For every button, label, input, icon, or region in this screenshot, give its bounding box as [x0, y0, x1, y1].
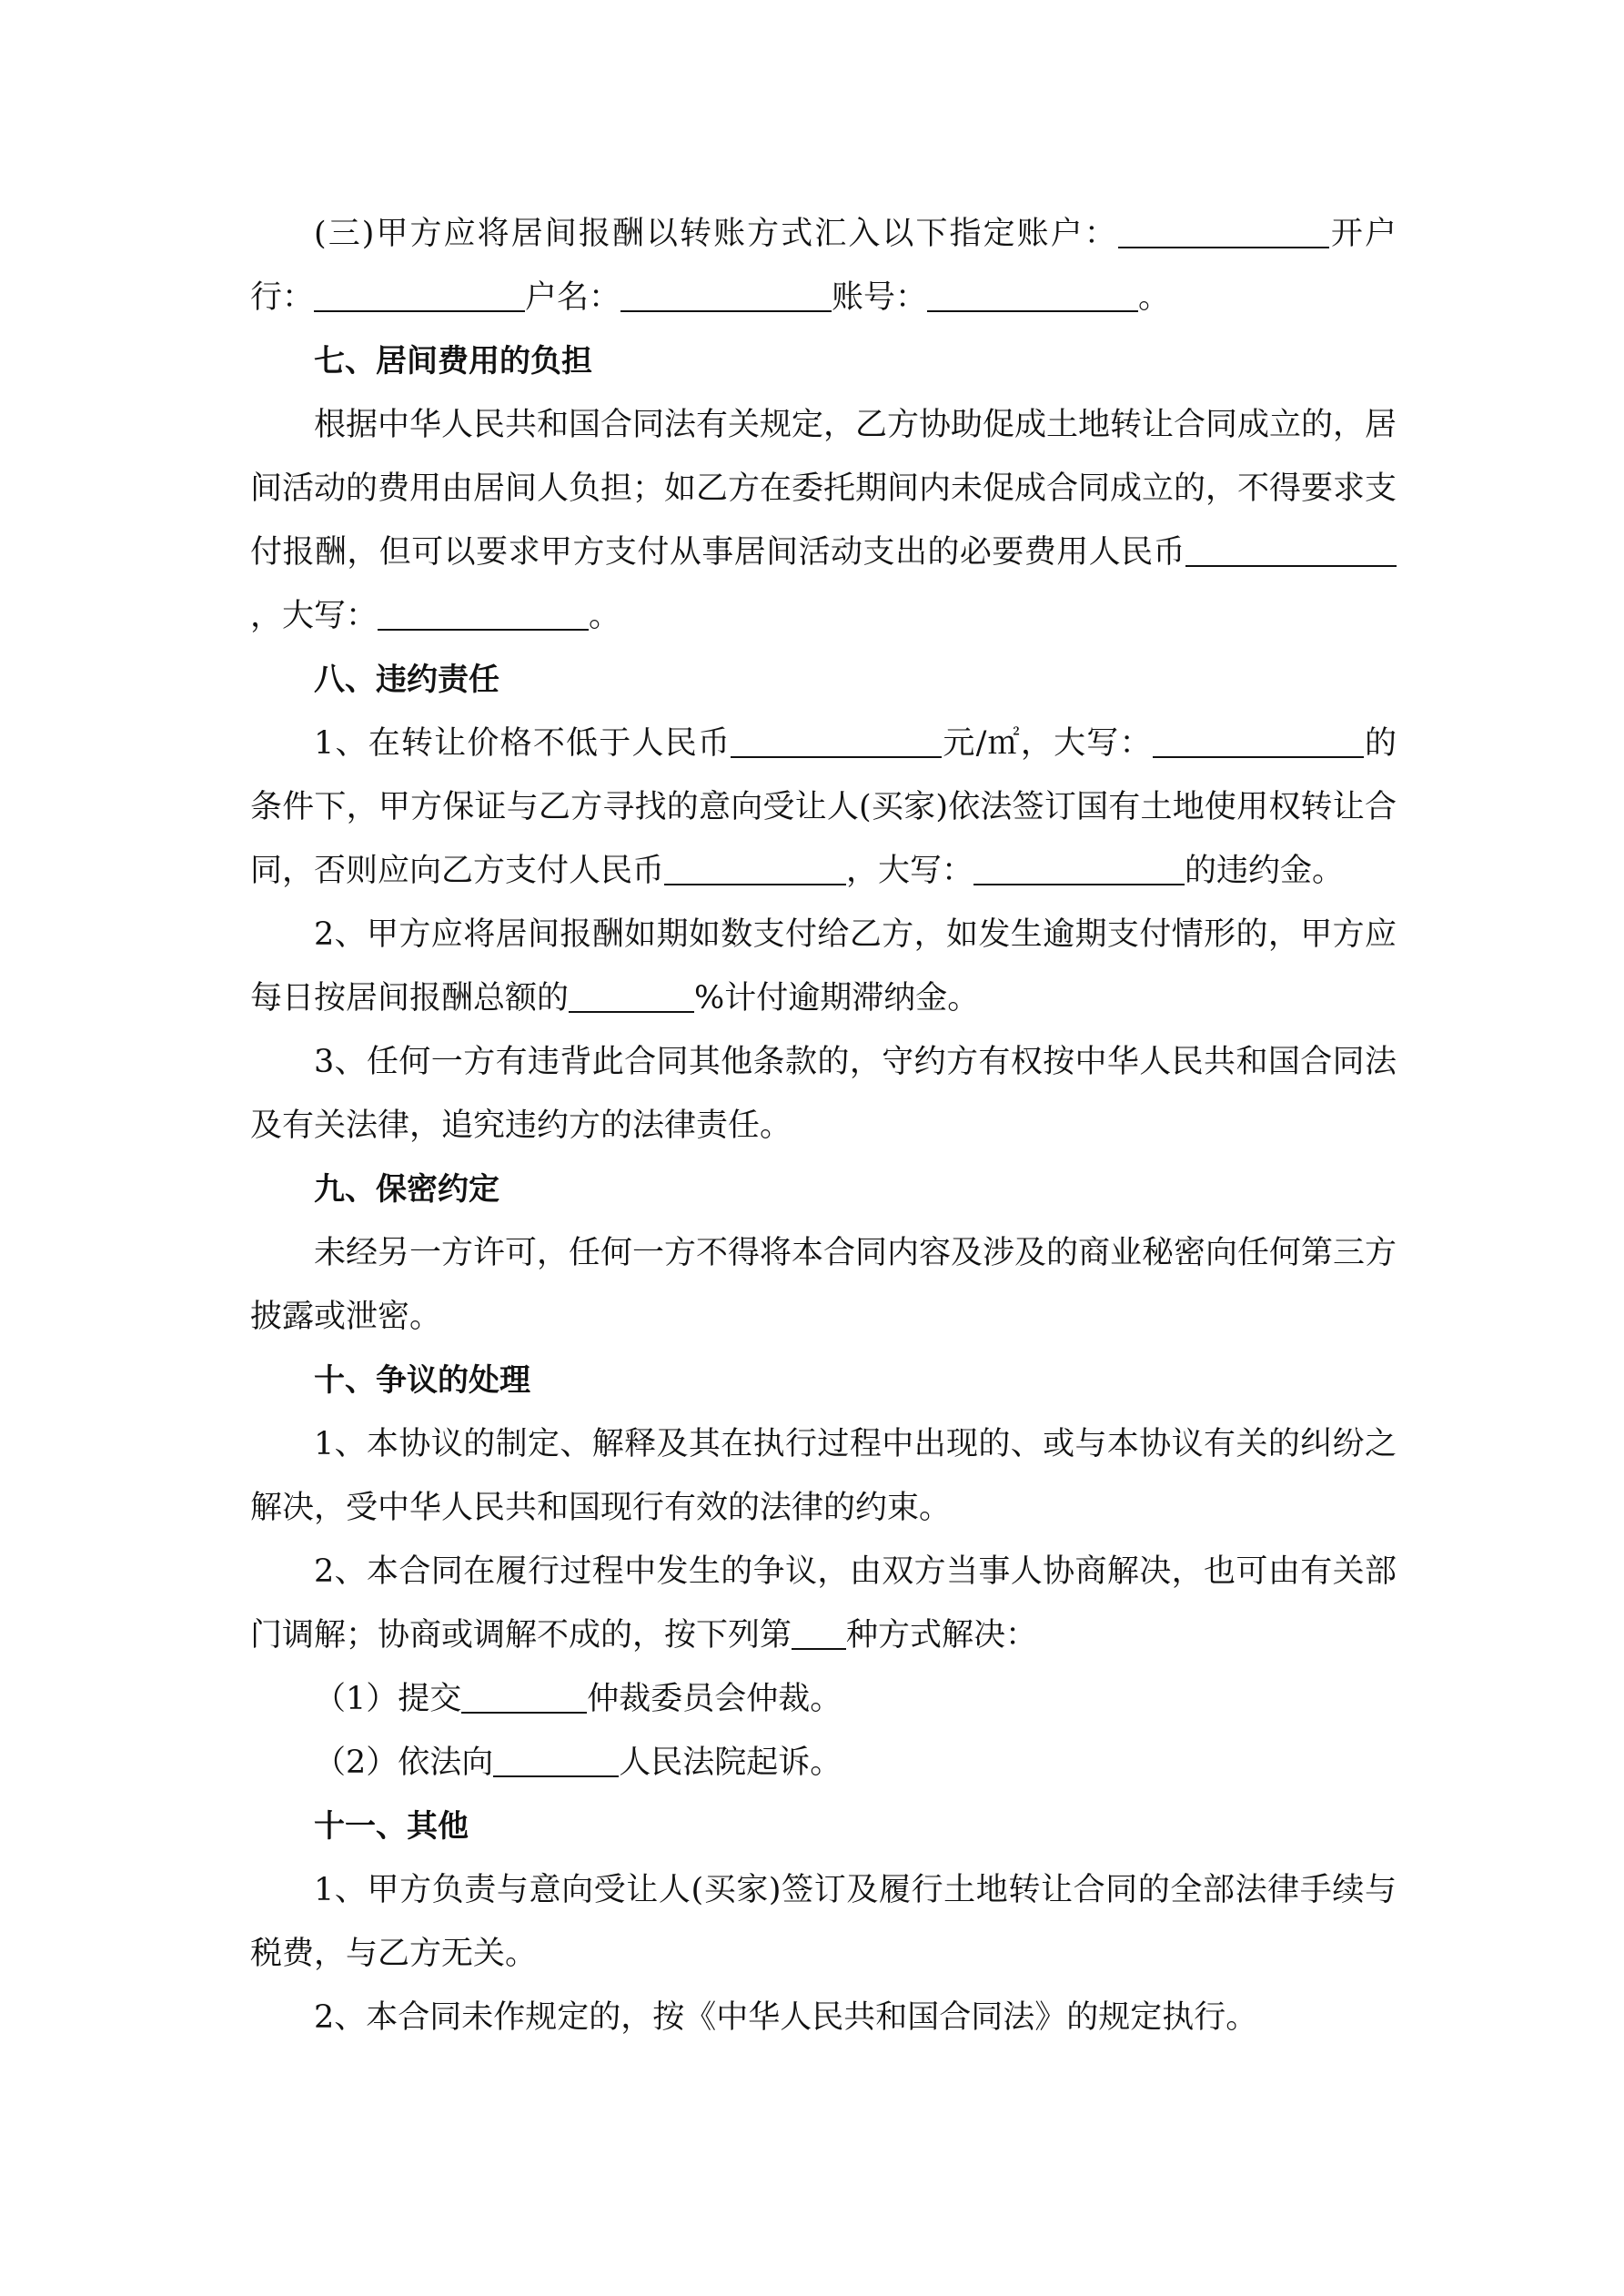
s8-1-text-2: 元/㎡，大写： — [942, 725, 1153, 762]
arbitration-commission-blank[interactable] — [461, 1680, 587, 1714]
section-10-option-2 — [250, 1731, 1397, 1795]
account-blank[interactable] — [1118, 215, 1329, 248]
expense-capital-blank[interactable] — [378, 597, 589, 631]
contract-body — [250, 202, 1397, 2049]
price-capital-blank[interactable] — [1153, 724, 1364, 758]
payment-account-paragraph — [250, 202, 1397, 329]
section-10-item-1: 1、本协议的制定、解释及其在执行过程中出现的、或与本协议有关的纠纷之解决，受中华人民共和国现行有效的法律的约束。 — [250, 1426, 1397, 1526]
penalty-capital-blank[interactable] — [973, 852, 1185, 885]
section-10-item-2 — [250, 1540, 1397, 1667]
bank-blank[interactable] — [314, 278, 525, 312]
section-9-paragraph: 未经另一方许可，任何一方不得将本合同内容及涉及的商业秘密向任何第三方披露或泄密。 — [250, 1235, 1397, 1335]
expense-amount-blank[interactable] — [1185, 533, 1397, 567]
account-number-blank[interactable] — [927, 278, 1138, 312]
s10-opt1-text-2: 仲裁委员会仲裁。 — [587, 1681, 842, 1717]
s10-opt2-text-1: （2）依法向 — [314, 1745, 494, 1781]
late-fee-rate-blank[interactable] — [569, 979, 694, 1013]
section-11-item-2: 2、本合同未作规定的，按《中华人民共和国合同法》的规定执行。 — [314, 1999, 1258, 2036]
s8-1-text-1: 1、在转让价格不低于人民币 — [314, 725, 731, 762]
section-11-heading: 十一、其他 — [314, 1808, 469, 1845]
s10-2-text-2: 种方式解决： — [846, 1617, 1038, 1654]
court-blank[interactable] — [493, 1744, 619, 1777]
price-blank[interactable] — [731, 724, 942, 758]
account-name-blank[interactable] — [620, 278, 832, 312]
section-7-paragraph — [250, 393, 1397, 648]
account-text-3: 户名： — [525, 279, 621, 316]
account-text-2: 开户行： — [250, 216, 1397, 316]
penalty-amount-blank[interactable] — [664, 852, 846, 885]
s8-2-text-1: 2、甲方应将居间报酬如期如数支付给乙方，如发生逾期支付情形的，甲方应每日按居间报酬总额的 — [250, 916, 1397, 1017]
section-8-item-2 — [250, 903, 1397, 1030]
s10-opt2-text-2: 人民法院起诉。 — [619, 1745, 842, 1781]
section-8-item-3: 3、任何一方有违背此合同其他条款的，守约方有权按中华人民共和国合同法及有关法律，追究违约方的法律责任。 — [250, 1044, 1397, 1144]
account-text-1: (三)甲方应将居间报酬以转账方式汇入以下指定账户： — [314, 216, 1118, 252]
s7-text-1: 根据中华人民共和国合同法有关规定，乙方协助促成土地转让合同成立的，居间活动的费用由居间人负担；如乙方在委托期间内未促成合同成立的，不得要求支付报酬，但可以要求甲方支付从事居间活动支出的必要费用人民币 — [250, 407, 1397, 571]
s7-text-2: ，大写： — [250, 598, 378, 634]
resolution-method-blank[interactable] — [792, 1616, 846, 1650]
s10-opt1-text-1: （1）提交 — [314, 1681, 462, 1717]
account-text-4: 账号： — [832, 279, 928, 316]
s8-1-text-3: 的条件下，甲方保证与乙方寻找的意向受让人(买家)依法签订国有土地使用权转让合同，否则应向乙方支付人民币 — [250, 725, 1397, 889]
s7-text-3: 。 — [589, 598, 621, 634]
section-10-option-1 — [250, 1667, 1397, 1731]
section-7-heading: 七、居间费用的负担 — [314, 343, 592, 379]
account-text-5: 。 — [1138, 279, 1171, 316]
section-11-item-1: 1、甲方负责与意向受让人(买家)签订及履行土地转让合同的全部法律手续与税费，与乙方无关。 — [250, 1872, 1397, 1972]
s10-2-text-1: 2、本合同在履行过程中发生的争议，由双方当事人协商解决，也可由有关部门调解；协商或调解不成的，按下列第 — [250, 1553, 1397, 1654]
section-8-item-1 — [250, 712, 1397, 903]
s8-2-text-2: %计付逾期滞纳金。 — [694, 980, 980, 1017]
s8-1-text-5: 的违约金。 — [1185, 853, 1345, 889]
section-10-heading: 十、争议的处理 — [314, 1362, 530, 1399]
section-9-heading: 九、保密约定 — [314, 1171, 499, 1208]
s8-1-text-4: ，大写： — [846, 853, 974, 889]
section-8-heading: 八、违约责任 — [314, 662, 499, 698]
